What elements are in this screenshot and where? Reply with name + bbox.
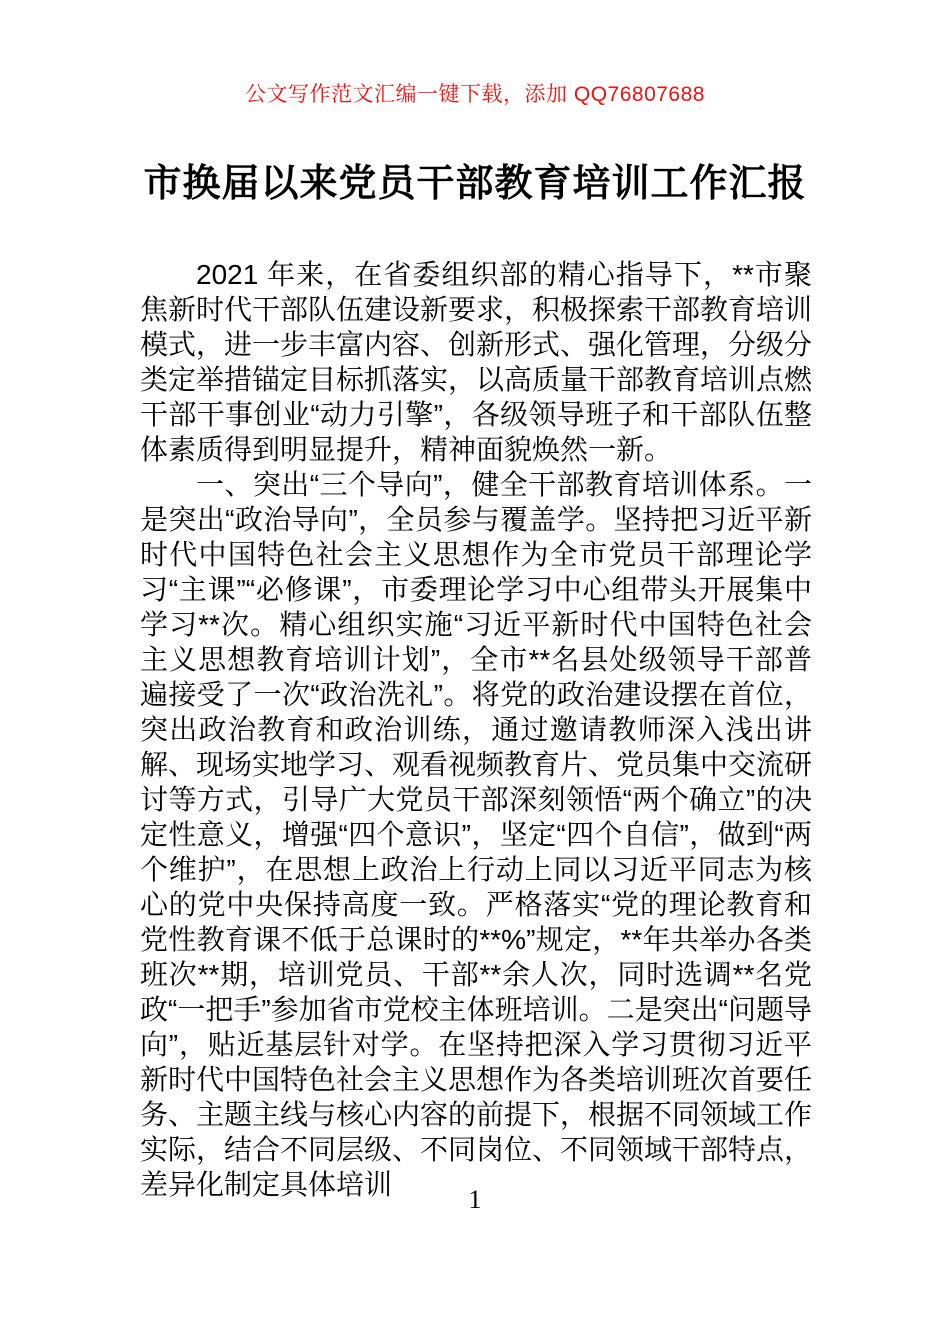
document-title: 市换届以来党员干部教育培训工作汇报 xyxy=(143,163,807,205)
document-body xyxy=(140,257,812,1202)
body-paragraph: 2021 年来，在省委组织部的精心指导下，**市聚焦新时代干部队伍建设新要求，积极探索干部教育培训模式，进一步丰富内容、创新形式、强化管理，分级分类定举措锚定目标抓落实，以高质量干部教育培训点燃干部干事创业“动力引擎”，各级领导班子和干部队伍整体素质得到明显提升，精神面貌焕然一新。 xyxy=(140,259,813,465)
page-number: 1 xyxy=(468,1185,482,1214)
header-ad-text: 公文写作范文汇编一键下载，添加 QQ76807688 xyxy=(245,83,705,106)
body-paragraph: 一、突出“三个导向”，健全干部教育培训体系。一是突出“政治导向”，全员参与覆盖学。坚持把习近平新时代中国特色社会主义思想作为全市党员干部理论学习“主课”“必修课”，市委理论学习中心组带头开展集中学习**次。精心组织实施“习近平新时代中国特色社会主义思想教育培训计划”，全市**名县处级领导干部普遍接受了一次“政治洗礼”。将党的政治建设摆在首位，突出政治教育和政治训练，通过邀请教师深入浅出讲解、现场实地学习、观看视频教育片、党员集中交流研讨等方式，引导广大党员干部深刻领悟“两个确立”的决定性意义，增强“四个意识”，坚定“四个自信”，做到“两个维护”，在思想上政治上行动上同以习近平同志为核心的党中央保持高度一致。严格落实“党的理论教育和党性教育课不低于总课时的**%”规定，**年共举办各类班次**期，培训党员、干部**余人次，同时选调**名党政“一把手”参加省市党校主体班培训。二是突出“问题导向”，贴近基层针对学。在坚持把深入学习贯彻习近平新时代中国特色社会主义思想作为各类培训班次首要任务、主题主线与核心内容的前提下，根据不同领域工作实际，结合不同层级、不同岗位、不同领域干部特点，差异化制定具体培训 xyxy=(140,469,813,1200)
